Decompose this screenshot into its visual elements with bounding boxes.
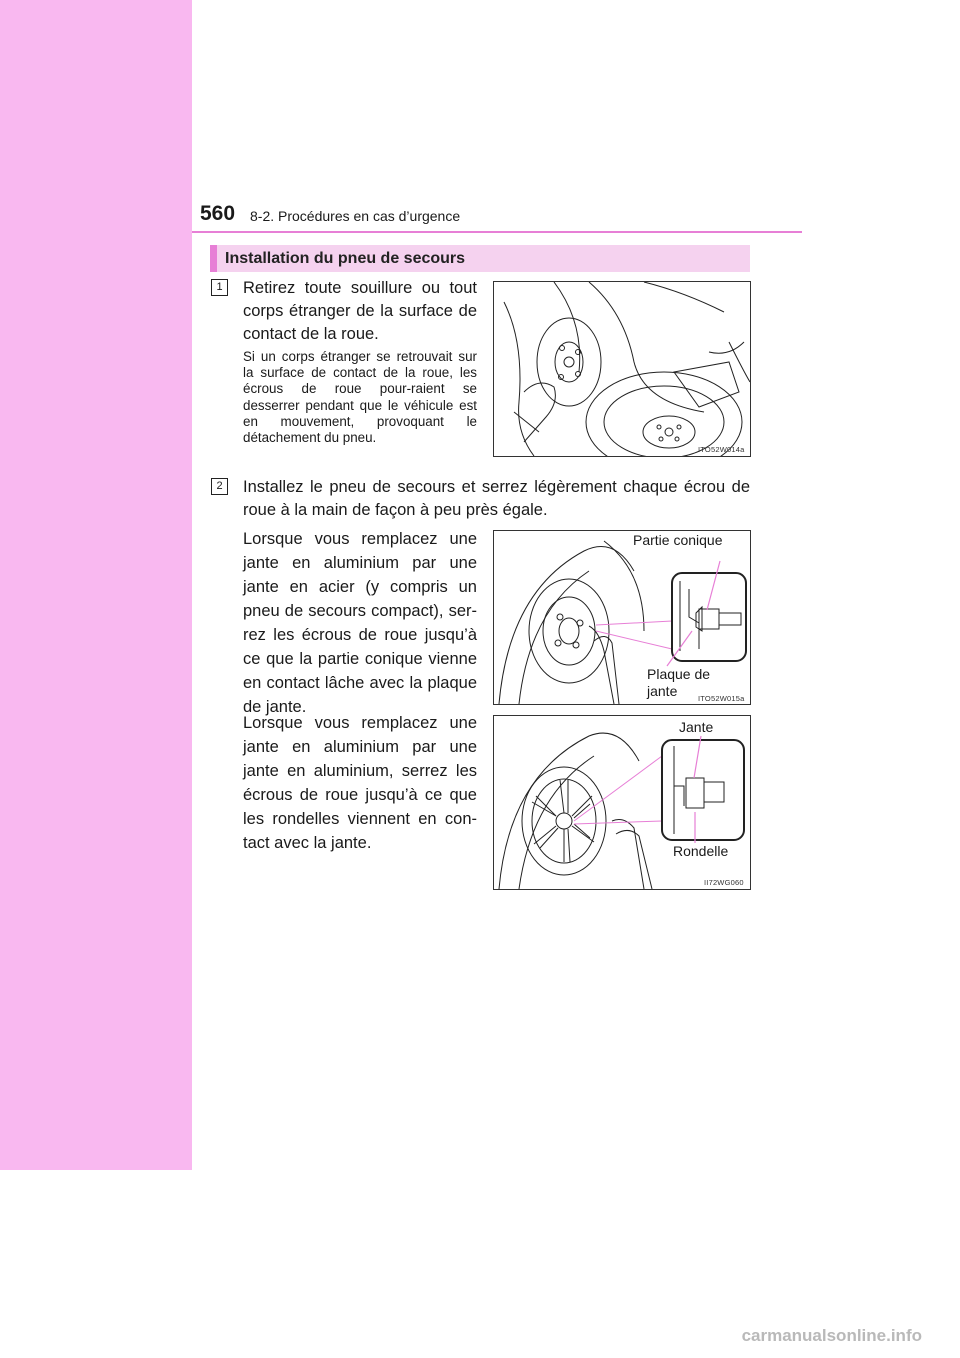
- figure-aluminium-wheel-nut: [493, 715, 751, 890]
- chapter-sidebar: [0, 0, 192, 1170]
- figure-2-code: ITO52W015a: [698, 694, 745, 703]
- step-1-text: Retirez toute souillure ou tout corps étranger de la surface de contact de la roue.: [243, 279, 477, 343]
- section-accent: [210, 245, 217, 272]
- breadcrumb: 8-2. Procédures en cas d’urgence: [250, 208, 461, 224]
- watermark: carmanualsonline.info: [741, 1326, 922, 1345]
- label-washer: Rondelle: [673, 843, 729, 859]
- label-rim: Jante: [679, 719, 714, 735]
- step-number-2: 2: [211, 478, 228, 495]
- step-1-note: Si un corps étranger se retrouvait sur la surface de contact de la roue, les écrous de roue pour-raient se desserrer pendant que le véhicule est en mouvement, provoquant le détachement du pneu.: [243, 349, 477, 446]
- figure-clean-wheel-surface: [493, 281, 751, 457]
- figure-1-code: ITO52W014a: [698, 445, 745, 454]
- figure-3-code: II72WG060: [704, 878, 744, 887]
- section-title: Installation du pneu de secours: [225, 250, 466, 267]
- figure-steel-wheel-nut: [493, 530, 751, 705]
- label-wheel-plate-line2: jante: [647, 683, 678, 699]
- step-2-steel-wheel-text: Lorsque vous remplacez une jante en aluminium par une jante en acier (y compris un pneu de secours compact), ser-rez les écrous de roue jusqu’à ce que la partie conique vienne en contact lâche avec la plaque de jante.: [243, 530, 477, 716]
- step-number-1: 1: [211, 279, 228, 296]
- step-2-text: Installez le pneu de secours et serrez légèrement chaque écrou de roue à la main de façon à peu près égale.: [243, 478, 750, 519]
- header-rule: [192, 231, 802, 233]
- step-2-aluminium-wheel-text: Lorsque vous remplacez une jante en aluminium par une jante en aluminium, serrez les écrous de roue jusqu’à ce que les rondelles viennent en con-tact avec la jante.: [243, 714, 477, 852]
- label-wheel-plate-line1: Plaque de: [647, 666, 711, 682]
- page-number: 560: [200, 202, 236, 225]
- label-tapered-portion: Partie conique: [633, 532, 723, 548]
